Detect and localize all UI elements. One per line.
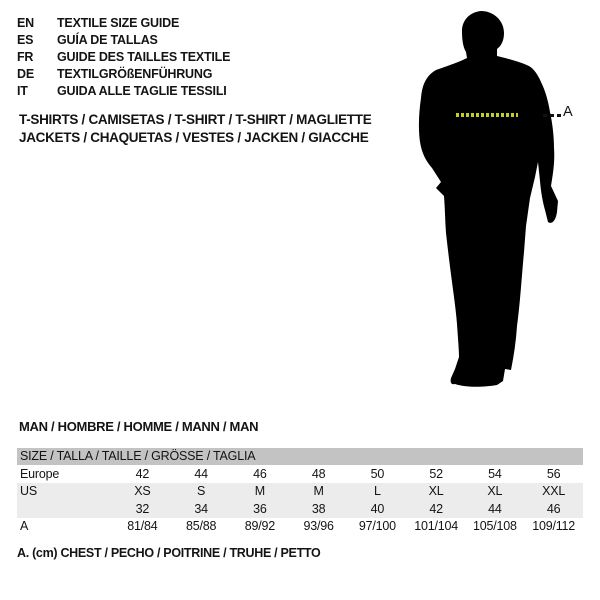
garment-types: [19, 111, 371, 146]
table-cell: 46: [546, 501, 561, 516]
table-cell: XL: [428, 484, 444, 499]
table-row-us-letters: [17, 483, 583, 501]
man-silhouette-figure: [405, 5, 580, 390]
list-item: [17, 65, 230, 82]
table-cell: 34: [194, 501, 208, 516]
language-code: EN: [17, 15, 34, 30]
table-cell: M: [254, 484, 265, 499]
guide-title: GUÍA DE TALLAS: [57, 32, 158, 47]
man-silhouette: [419, 11, 558, 387]
garment-line-tshirts: T-SHIRTS / CAMISETAS / T-SHIRT / T-SHIRT / MAGLIETTE: [19, 112, 372, 127]
guide-title: GUIDA ALLE TAGLIE TESSILI: [57, 83, 227, 98]
list-item: [17, 14, 230, 31]
size-table-header: SIZE / TALLA / TAILLE / GRÖSSE / TAGLIA: [17, 448, 583, 465]
table-cell: 105/108: [472, 519, 517, 534]
list-item: [17, 48, 230, 65]
table-cell: 97/100: [358, 519, 396, 534]
size-table: [17, 448, 583, 535]
table-cell: XS: [134, 484, 151, 499]
table-cell: 81/84: [127, 519, 158, 534]
list-item: [17, 82, 230, 99]
language-code: IT: [17, 83, 28, 98]
table-cell: 93/96: [303, 519, 334, 534]
table-cell: L: [373, 484, 381, 499]
table-cell: M: [313, 484, 324, 499]
table-cell: 85/88: [185, 519, 217, 534]
row-label: Europe: [20, 466, 60, 481]
measurement-footnote: A. (cm) CHEST / PECHO / POITRINE / TRUHE / PETTO: [17, 546, 321, 560]
row-label: A: [20, 519, 29, 534]
guide-title: GUIDE DES TAILLES TEXTILE: [57, 49, 231, 64]
table-cell: 42: [135, 466, 150, 481]
table-cell: 40: [370, 501, 385, 516]
guide-title: TEXTILE SIZE GUIDE: [57, 15, 180, 30]
table-cell: 89/92: [244, 519, 276, 534]
table-cell: 46: [253, 466, 267, 481]
row-label: US: [20, 484, 37, 499]
table-row-us-numbers: [17, 500, 583, 518]
table-cell: 101/104: [414, 519, 459, 534]
table-cell: XL: [487, 484, 503, 499]
table-cell: 56: [546, 466, 561, 481]
garment-line-jackets: JACKETS / CHAQUETAS / VESTES / JACKEN / GIACCHE: [19, 129, 369, 145]
list-item: [17, 31, 230, 48]
table-cell: S: [197, 484, 206, 499]
language-code: DE: [17, 66, 34, 81]
chest-measure-dashes: [456, 113, 518, 117]
table-cell: 32: [135, 501, 150, 516]
language-code: FR: [17, 49, 34, 64]
table-cell: 52: [429, 466, 443, 481]
language-code: ES: [17, 32, 34, 47]
table-cell: 42: [429, 501, 443, 516]
table-cell: 54: [488, 466, 502, 481]
measure-connector-dashes: [543, 114, 562, 117]
table-cell: 38: [311, 501, 326, 516]
table-row-europe: [17, 465, 583, 483]
table-cell: 48: [311, 466, 326, 481]
guide-title: TEXTILGRÖßENFÜHRUNG: [57, 66, 213, 81]
section-title-man: MAN / HOMBRE / HOMME / MANN / MAN: [19, 419, 259, 434]
table-cell: 36: [253, 501, 267, 516]
table-cell: 44: [488, 501, 502, 516]
table-row-chest: [17, 518, 583, 536]
table-cell: XXL: [542, 484, 566, 499]
table-cell: 44: [194, 466, 208, 481]
measure-label-a: A: [563, 104, 573, 120]
language-guide-list: [17, 14, 230, 99]
table-cell: 109/112: [532, 519, 576, 534]
table-cell: 50: [370, 466, 385, 481]
